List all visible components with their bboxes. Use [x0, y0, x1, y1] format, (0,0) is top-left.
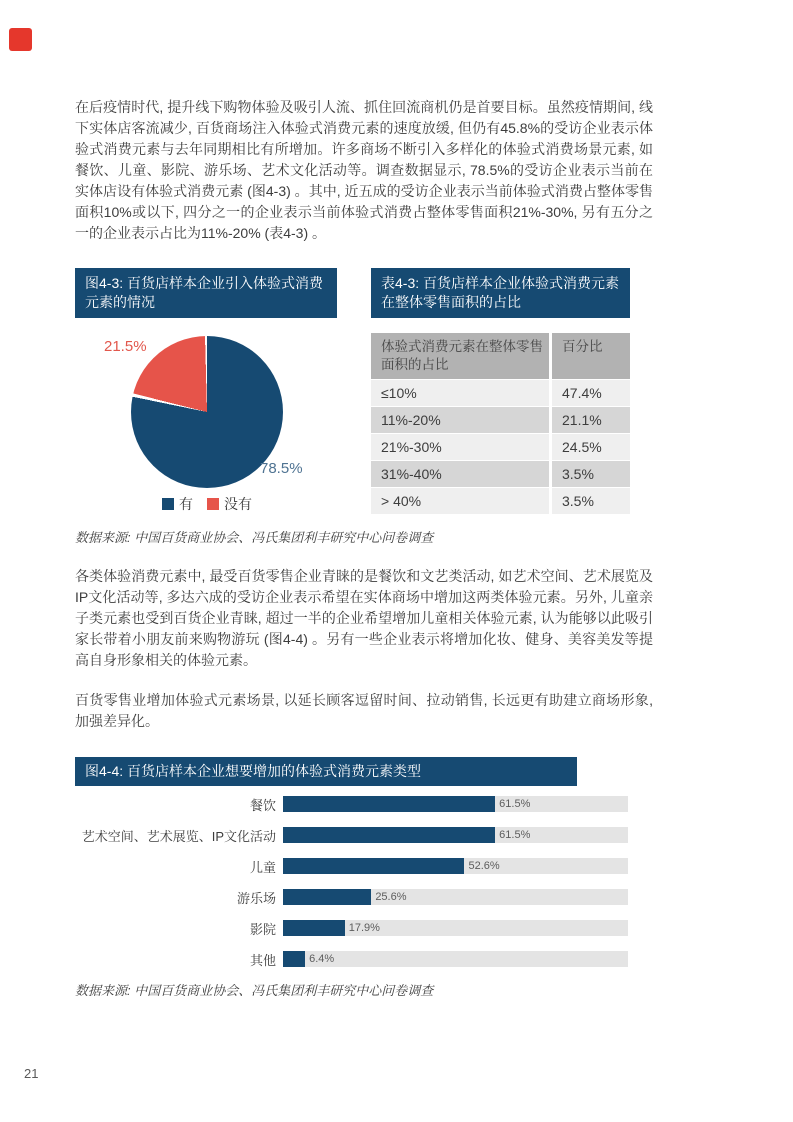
bar-fill [283, 889, 371, 905]
bar-chart [75, 796, 628, 982]
table-cell-percent: 24.5% [552, 434, 630, 460]
bar-row [75, 889, 628, 905]
bar-track [283, 920, 628, 936]
bar-category-label: 儿童 [249, 859, 276, 875]
table-cell-percent: 21.1% [552, 407, 630, 433]
legend-label-yes: 有 [179, 496, 193, 512]
figure-4-4-title-bar: 图4-4: 百货店样本企业想要增加的体验式消费元素类型 [75, 757, 577, 786]
bar-value-label: 52.6% [468, 860, 500, 872]
bar-track [283, 889, 628, 905]
bar-category-label: 艺术空间、艺术展览、IP文化活动 [81, 828, 276, 844]
bar-row [75, 858, 628, 874]
table-row [371, 488, 630, 514]
bar-value-label: 17.9% [348, 922, 380, 934]
legend-swatch-no-icon [207, 498, 219, 510]
bar-value-label: 61.5% [499, 829, 531, 841]
body-paragraph-3: 百货零售业增加体验式元素场景, 以延长顾客逗留时间、拉动销售, 长远更有助建立商场形象, 加强差异化。 [75, 692, 653, 729]
brand-logo-mark [9, 28, 32, 51]
bar-fill [283, 858, 464, 874]
bar-row [75, 920, 628, 936]
table-row [371, 380, 630, 406]
table-cell-range: 11%-20% [371, 407, 549, 433]
table-cell-range: > 40% [371, 488, 549, 514]
legend-item-yes [162, 494, 193, 514]
pie-data-label-yes: 78.5% [260, 460, 303, 477]
bar-category-label: 影院 [249, 921, 276, 937]
bar-track [283, 796, 628, 812]
legend-item-no [207, 494, 252, 514]
table-row [371, 461, 630, 487]
bar-fill [283, 951, 305, 967]
bar-category-label: 游乐场 [236, 890, 276, 906]
table-header-cell: 百分比 [552, 333, 630, 379]
bar-row [75, 827, 628, 843]
bar-track [283, 827, 628, 843]
table-header-cell: 体验式消费元素在整体零售面积的占比 [371, 333, 549, 379]
body-paragraph-1: 在后疫情时代, 提升线下购物体验及吸引人流、抓住回流商机仍是首要目标。虽然疫情期间, 线下实体店客流减少, 百货商场注入体验式消费元素的速度放缓, 但仍有45.8%的受访企业表示体验式消费元素与去年同期相比有所增加。许多商场不断引入多样化的体验式消费场景元素, 如餐饮、儿童、影院、游乐场、艺术文化活动等。调查数据显示, 78.5%的受访企业表示当前在实体店设有体验式消费元素 (图4-3) 。其中, 近五成的受访企业表示当前体验式消费占整体零售面积10%或以下, 四分之一的企业表示当前体验式消费占整体零售面积21%-30%, 另有五分之一的企业表示占比为11%-20% (表4-3) 。 [75, 99, 653, 241]
page-number: 21 [24, 1066, 39, 1081]
table-row [371, 407, 630, 433]
table-cell-percent: 3.5% [552, 488, 630, 514]
bar-fill [283, 827, 495, 843]
table-cell-range: ≤10% [371, 380, 549, 406]
table-cell-percent: 3.5% [552, 461, 630, 487]
bar-category-label: 餐饮 [249, 797, 276, 813]
table-row [371, 434, 630, 460]
data-source-note-1: 数据来源: 中国百货商业协会、冯氏集团利丰研究中心问卷调查 [75, 530, 434, 545]
table-4-3 [371, 333, 630, 515]
table-cell-range: 31%-40% [371, 461, 549, 487]
pie-legend [75, 494, 339, 514]
bar-value-label: 25.6% [375, 891, 407, 903]
figure-4-3-title-bar: 图4-3: 百货店样本企业引入体验式消费元素的情况 [75, 268, 337, 318]
bar-track [283, 951, 628, 967]
pie-data-label-no: 21.5% [104, 338, 147, 355]
legend-swatch-yes-icon [162, 498, 174, 510]
body-paragraph-2: 各类体验消费元素中, 最受百货零售企业青睐的是餐饮和文艺类活动, 如艺术空间、艺术展览及IP文化活动等, 多达六成的受访企业表示希望在实体商场中增加这两类体验元素。另外, 儿童亲子类元素也受到百货企业青睐, 超过一半的企业希望增加儿童相关体验元素, 认为能够以此吸引家长带着小朋友前来购物游玩 (图4-4) 。另有一些企业表示将增加化妆、健身、美容美发等提高自身形象相关的体验元素。 [75, 568, 653, 668]
table-header-row [371, 333, 630, 379]
table-cell-range: 21%-30% [371, 434, 549, 460]
legend-label-no: 没有 [224, 496, 252, 512]
data-source-note-2: 数据来源: 中国百货商业协会、冯氏集团利丰研究中心问卷调查 [75, 983, 434, 998]
bar-category-label: 其他 [249, 952, 276, 968]
bar-value-label: 61.5% [499, 798, 531, 810]
bar-row [75, 951, 628, 967]
bar-row [75, 796, 628, 812]
bar-fill [283, 796, 495, 812]
table-4-3-title-bar: 表4-3: 百货店样本企业体验式消费元素在整体零售面积的占比 [371, 268, 630, 318]
bar-value-label: 6.4% [309, 953, 335, 965]
bar-fill [283, 920, 345, 936]
table-cell-percent: 47.4% [552, 380, 630, 406]
bar-track [283, 858, 628, 874]
